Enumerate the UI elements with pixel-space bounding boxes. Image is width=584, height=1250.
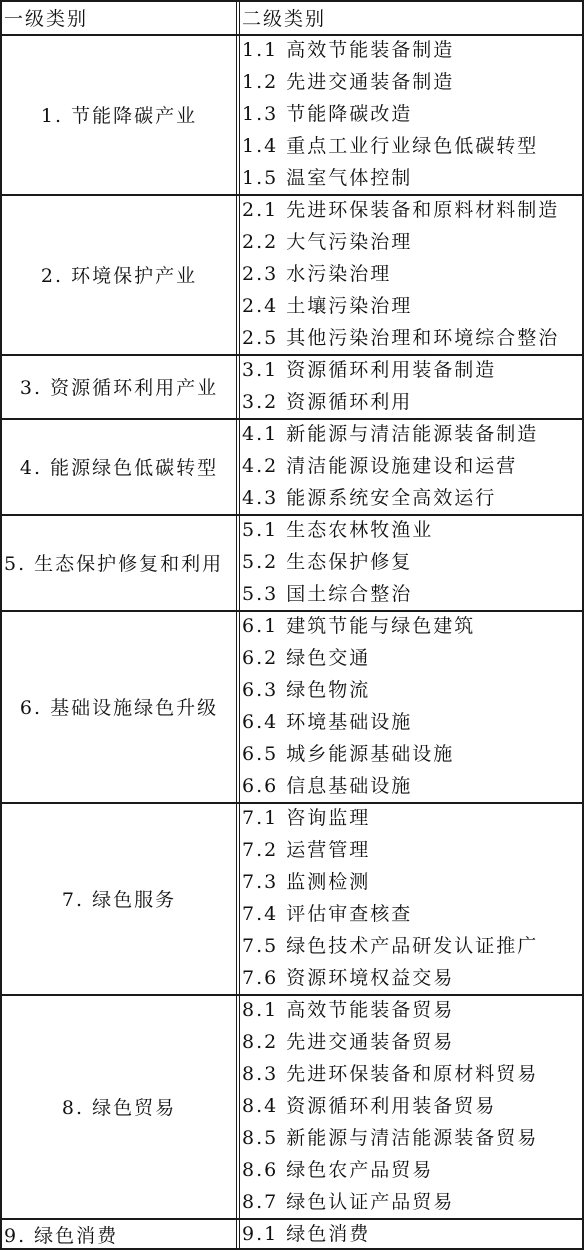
category-row (0, 34, 584, 194)
secondary-category-item: 8.3 先进环保装备和原材料贸易 (242, 1063, 539, 1085)
row-divider (0, 994, 584, 996)
secondary-category-item: 6.6 信息基础设施 (242, 775, 413, 797)
category-row (0, 994, 584, 1218)
primary-category: 3. 资源循环利用产业 (19, 376, 219, 399)
header-col1: 一级类别 (4, 7, 89, 30)
row-divider (0, 1218, 584, 1220)
secondary-category-list (238, 802, 584, 994)
primary-category: 4. 能源绿色低碳转型 (19, 456, 219, 479)
secondary-category-list (238, 514, 584, 610)
primary-category: 8. 绿色贸易 (61, 1096, 177, 1119)
secondary-category-item: 5.2 生态保护修复 (242, 551, 413, 573)
secondary-category-list (238, 34, 584, 194)
secondary-category-list (238, 1218, 584, 1250)
row-divider (0, 418, 584, 420)
category-row (0, 418, 584, 514)
primary-category: 9. 绿色消费 (4, 1224, 119, 1247)
secondary-category-item: 5.3 国土综合整治 (242, 583, 413, 605)
secondary-category-item: 1.5 温室气体控制 (242, 167, 413, 189)
column-divider (239, 0, 240, 1250)
row-divider (0, 0, 584, 2)
secondary-category-item: 6.5 城乡能源基础设施 (242, 743, 455, 765)
secondary-category-item: 4.3 能源系统安全高效运行 (242, 487, 497, 509)
primary-category: 7. 绿色服务 (61, 888, 177, 911)
secondary-category-item: 2.2 大气污染治理 (242, 231, 413, 253)
secondary-category-item: 8.5 新能源与清洁能源装备贸易 (242, 1127, 539, 1149)
secondary-category-item: 7.2 运营管理 (242, 839, 371, 861)
category-row (0, 802, 584, 994)
category-row (0, 194, 584, 354)
column-divider (236, 0, 237, 1250)
secondary-category-item: 7.4 评估审查核查 (242, 903, 413, 925)
secondary-category-item: 2.4 土壤污染治理 (242, 295, 413, 317)
secondary-category-item: 2.5 其他污染治理和环境综合整治 (242, 327, 560, 349)
row-divider (0, 34, 584, 36)
primary-category: 2. 环境保护产业 (40, 264, 198, 287)
secondary-category-item: 8.2 先进交通装备贸易 (242, 1031, 455, 1053)
row-divider (0, 354, 584, 356)
secondary-category-item: 8.6 绿色农产品贸易 (242, 1159, 434, 1181)
primary-category: 5. 生态保护修复和利用 (4, 552, 224, 575)
secondary-category-item: 2.3 水污染治理 (242, 263, 392, 285)
secondary-category-item: 6.2 绿色交通 (242, 647, 371, 669)
secondary-category-list (238, 194, 584, 354)
secondary-category-item: 1.2 先进交通装备制造 (242, 71, 455, 93)
primary-category: 1. 节能降碳产业 (40, 104, 198, 127)
secondary-category-item: 4.2 清洁能源设施建设和运营 (242, 455, 518, 477)
secondary-category-item: 9.1 绿色消费 (242, 1223, 371, 1245)
header-col2: 二级类别 (242, 7, 327, 30)
primary-category: 6. 基础设施绿色升级 (19, 696, 219, 719)
category-row (0, 514, 584, 610)
category-row (0, 610, 584, 802)
secondary-category-item: 1.3 节能降碳改造 (242, 103, 413, 125)
row-divider (0, 194, 584, 196)
secondary-category-item: 5.1 生态农林牧渔业 (242, 519, 434, 541)
row-divider (0, 802, 584, 804)
row-divider (0, 514, 584, 516)
secondary-category-item: 7.5 绿色技术产品研发认证推广 (242, 935, 539, 957)
secondary-category-item: 7.1 咨询监理 (242, 807, 371, 829)
secondary-category-list (238, 418, 584, 514)
category-row (0, 1218, 584, 1250)
secondary-category-item: 7.6 资源环境权益交易 (242, 967, 455, 989)
category-row (0, 354, 584, 418)
secondary-category-item: 8.4 资源循环利用装备贸易 (242, 1095, 497, 1117)
secondary-category-item: 3.1 资源循环利用装备制造 (242, 359, 497, 381)
secondary-category-item: 6.4 环境基础设施 (242, 711, 413, 733)
secondary-category-item: 6.3 绿色物流 (242, 679, 371, 701)
secondary-category-item: 7.3 监测检测 (242, 871, 371, 893)
secondary-category-item: 1.1 高效节能装备制造 (242, 39, 455, 61)
secondary-category-item: 8.7 绿色认证产品贸易 (242, 1191, 455, 1213)
secondary-category-item: 3.2 资源循环利用 (242, 391, 413, 413)
secondary-category-list (238, 354, 584, 418)
secondary-category-list (238, 610, 584, 802)
secondary-category-item: 1.4 重点工业行业绿色低碳转型 (242, 135, 539, 157)
outer-border (0, 0, 2, 1250)
secondary-category-item: 6.1 建筑节能与绿色建筑 (242, 615, 476, 637)
row-divider (0, 610, 584, 612)
header-row (0, 0, 584, 34)
secondary-category-item: 2.1 先进环保装备和原料材料制造 (242, 199, 560, 221)
secondary-category-item: 4.1 新能源与清洁能源装备制造 (242, 423, 539, 445)
secondary-category-item: 8.1 高效节能装备贸易 (242, 999, 455, 1021)
secondary-category-list (238, 994, 584, 1218)
